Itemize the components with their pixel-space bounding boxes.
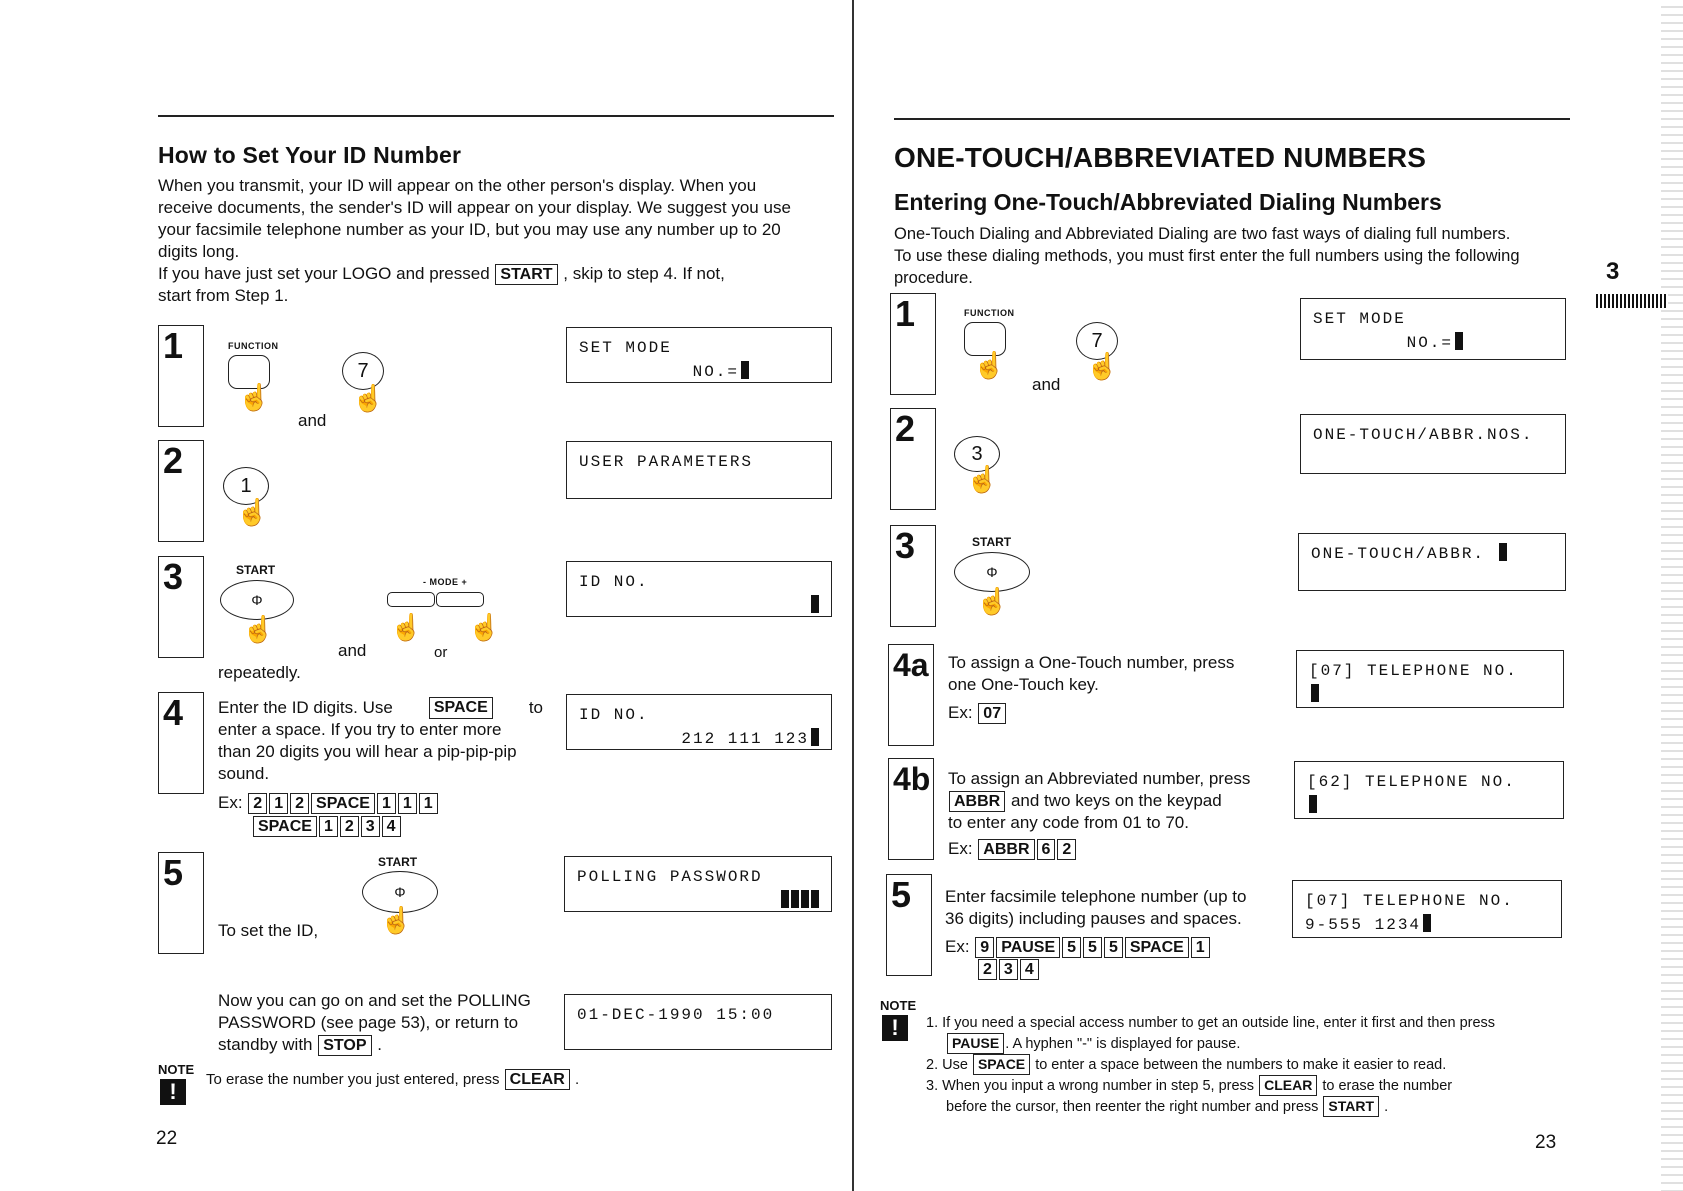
cursor bbox=[791, 890, 799, 908]
finger-press-icon: ☝ bbox=[380, 905, 413, 935]
and-text: and bbox=[1032, 375, 1061, 394]
intro-line: When you transmit, your ID will appear on the other person's display. When you bbox=[158, 176, 757, 195]
lcd-display: SET MODE NO.= bbox=[566, 327, 832, 383]
start-label: START bbox=[972, 535, 1012, 549]
step-1-box: 1 bbox=[890, 293, 936, 395]
key-icon: PAUSE bbox=[996, 937, 1060, 958]
key-icon: SPACE bbox=[253, 816, 317, 837]
finger-press-icon: ☝ bbox=[976, 586, 1009, 616]
finger-press-icon: ☝ bbox=[966, 464, 999, 494]
step-2-box: 2 bbox=[890, 408, 936, 510]
step-3-box: 3 bbox=[158, 556, 204, 658]
cursor bbox=[1311, 684, 1319, 702]
finger-press-icon: ☝ bbox=[1086, 351, 1119, 381]
cursor bbox=[811, 728, 819, 746]
cursor bbox=[741, 361, 749, 379]
step-2-box: 2 bbox=[158, 440, 204, 542]
clear-key: CLEAR bbox=[1259, 1075, 1317, 1096]
page-number-right: 23 bbox=[1535, 1132, 1557, 1153]
space-key: SPACE bbox=[429, 697, 493, 719]
key-icon: 4 bbox=[1020, 959, 1039, 980]
mode-minus-key-icon bbox=[387, 592, 435, 607]
intro-line: your facsimile telephone number as your ID, but you may use any number up to 20 bbox=[158, 220, 781, 239]
repeatedly-text: repeatedly. bbox=[218, 663, 301, 682]
section-subtitle: Entering One-Touch/Abbreviated Dialing Numbers bbox=[894, 189, 1442, 215]
lcd-display: SET MODE NO.= bbox=[1300, 298, 1566, 360]
intro-line: digits long. bbox=[158, 242, 240, 261]
finger-press-icon: ☝ bbox=[390, 612, 423, 642]
key-icon: 5 bbox=[1104, 937, 1123, 958]
key-icon: 3 bbox=[999, 959, 1018, 980]
page-number-left: 22 bbox=[156, 1128, 178, 1149]
page-edge bbox=[1661, 0, 1683, 1191]
cursor bbox=[1455, 332, 1463, 350]
lcd-display: ID NO. bbox=[566, 561, 832, 617]
step-4-example: Ex: 2 1 2 SPACE 1 1 1 bbox=[218, 792, 439, 814]
intro-right bbox=[894, 223, 1574, 289]
step-4a-box: 4a bbox=[888, 644, 934, 746]
note-item: 2. Use SPACE to enter a space between the numbers to make it easier to read. bbox=[926, 1056, 1447, 1073]
one-touch-key: 07 bbox=[978, 703, 1006, 724]
lcd-display: ID NO. 212 111 123 bbox=[566, 694, 832, 750]
step-4-text: Enter the ID digits. Use SPACE to enter a space. If you try to enter more than 20 digits you will hear a pip-pip-pip sound. bbox=[218, 698, 543, 783]
cursor bbox=[811, 595, 819, 613]
cursor bbox=[1499, 543, 1507, 561]
key-icon: SPACE bbox=[1125, 937, 1189, 958]
key-icon: 1 bbox=[1191, 937, 1210, 958]
cursor bbox=[781, 890, 789, 908]
space-key: SPACE bbox=[973, 1054, 1030, 1075]
key-icon: 2 bbox=[248, 793, 267, 814]
cursor bbox=[811, 890, 819, 908]
finger-press-icon: ☝ bbox=[236, 497, 269, 527]
finger-press-icon: ☝ bbox=[468, 612, 501, 642]
pause-key: PAUSE bbox=[947, 1033, 1004, 1054]
key-7-icon: 7 bbox=[1076, 322, 1118, 360]
page-title-right: ONE-TOUCH/ABBREVIATED NUMBERS bbox=[894, 142, 1427, 173]
start-key: START bbox=[495, 264, 557, 285]
key-icon: SPACE bbox=[311, 793, 375, 814]
step-4a-text: To assign a One-Touch number, press one One-Touch key. Ex: 07 bbox=[948, 653, 1235, 722]
intro-line: One-Touch Dialing and Abbreviated Dialing are two fast ways of dialing full numbers. bbox=[894, 225, 1511, 243]
step-5-text: Enter facsimile telephone number (up to 36 digits) including pauses and spaces. Ex: 9 PAUSE 5 5 5 SPACE 1 2 3 4 bbox=[945, 887, 1247, 978]
note-text: To erase the number you just entered, press CLEAR . bbox=[206, 1071, 580, 1088]
finger-press-icon: ☝ bbox=[242, 614, 275, 644]
key-icon: 1 bbox=[269, 793, 288, 814]
key-icon: 2 bbox=[1057, 839, 1076, 860]
stop-key: STOP bbox=[318, 1035, 371, 1056]
step-3-box: 3 bbox=[890, 525, 936, 627]
note-item: 1. If you need a special access number to get an outside line, enter it first and then press bbox=[926, 1015, 1496, 1031]
note-icon: ! bbox=[882, 1015, 908, 1041]
top-rule-left bbox=[158, 115, 834, 117]
key-icon: 4 bbox=[382, 816, 401, 837]
abbr-key: ABBR bbox=[949, 791, 1005, 812]
note-item: 3. When you input a wrong number in step 5, press CLEAR to erase the number bbox=[926, 1077, 1453, 1094]
lcd-display: USER PARAMETERS bbox=[566, 441, 832, 499]
note-icon: ! bbox=[160, 1079, 186, 1105]
cursor bbox=[1423, 914, 1431, 932]
mode-plus-key-icon bbox=[436, 592, 484, 607]
cursor bbox=[1309, 795, 1317, 813]
key-icon: 6 bbox=[1037, 839, 1056, 860]
key-icon: 9 bbox=[975, 937, 994, 958]
step-5-box: 5 bbox=[886, 874, 932, 976]
key-3-icon: 3 bbox=[954, 436, 1000, 472]
finger-press-icon: ☝ bbox=[352, 383, 385, 413]
key-icon: 2 bbox=[340, 816, 359, 837]
section-tab-marker bbox=[1596, 294, 1668, 308]
step-4b-text: To assign an Abbreviated number, press ABBR and two keys on the keypad to enter any code from 01 to 70. Ex: ABBR 6 2 bbox=[948, 769, 1251, 858]
or-text: or bbox=[434, 644, 448, 661]
note-tag: NOTE bbox=[158, 1062, 195, 1077]
key-icon: 5 bbox=[1083, 937, 1102, 958]
notes-list: 1. If you need a special access number to get an outside line, enter it first and then press PAUSE . A hyphen "-" is displayed for pause. 2. Use SPACE to enter a space between the numbers to make it easier to read. 3. When you input a wrong number in step 5, press CLEAR to erase the number before the cursor, then reenter the right number and press START . bbox=[926, 1014, 1586, 1117]
function-label: FUNCTION bbox=[228, 341, 279, 351]
intro-line: procedure. bbox=[894, 269, 973, 287]
intro-line: receive documents, the sender's ID will appear on your display. We suggest you use bbox=[158, 198, 791, 217]
key-icon: 2 bbox=[978, 959, 997, 980]
start-label: START bbox=[378, 855, 418, 869]
page-fold bbox=[852, 0, 854, 1191]
step-4-box: 4 bbox=[158, 692, 204, 794]
step-1-box: 1 bbox=[158, 325, 204, 427]
step-5-box: 5 bbox=[158, 852, 204, 954]
lcd-display: ONE-TOUCH/ABBR. bbox=[1298, 533, 1566, 591]
start-key-icon: Φ bbox=[954, 552, 1030, 592]
finger-press-icon: ☝ bbox=[238, 382, 271, 412]
lcd-display: [62] TELEPHONE NO. bbox=[1294, 761, 1564, 819]
key-icon: 1 bbox=[398, 793, 417, 814]
key-icon: 5 bbox=[1062, 937, 1081, 958]
key-icon: 3 bbox=[361, 816, 380, 837]
key-1-icon: 1 bbox=[223, 467, 269, 505]
note-tag: NOTE bbox=[880, 998, 917, 1013]
intro-left bbox=[158, 175, 838, 307]
section-tab: 3 bbox=[1606, 258, 1620, 285]
lcd-display: POLLING PASSWORD bbox=[564, 856, 832, 912]
cursor bbox=[801, 890, 809, 908]
key-icon: 1 bbox=[419, 793, 438, 814]
step-4-example-row2 bbox=[252, 815, 402, 837]
and-text: and bbox=[298, 411, 327, 430]
start-key: START bbox=[1323, 1096, 1379, 1117]
lcd-display: [07] TELEPHONE NO. bbox=[1296, 650, 1564, 708]
top-rule-right bbox=[894, 118, 1570, 120]
start-label: START bbox=[236, 563, 276, 577]
intro-line: If you have just set your LOGO and pressed START , skip to step 4. If not, bbox=[158, 264, 725, 283]
key-icon: 1 bbox=[319, 816, 338, 837]
function-label: FUNCTION bbox=[964, 308, 1015, 318]
lcd-display: [07] TELEPHONE NO. 9-555 1234 bbox=[1292, 880, 1562, 938]
intro-line: start from Step 1. bbox=[158, 286, 289, 305]
clear-key: CLEAR bbox=[505, 1069, 570, 1090]
key-7-icon: 7 bbox=[342, 352, 384, 390]
lcd-display: ONE-TOUCH/ABBR.NOS. bbox=[1300, 414, 1566, 474]
start-key-icon: Φ bbox=[362, 871, 438, 913]
after-steps-text: Now you can go on and set the POLLING PASSWORD (see page 53), or return to standby with STOP . bbox=[218, 991, 531, 1054]
mode-label: - MODE + bbox=[423, 577, 468, 587]
intro-line: To use these dialing methods, you must first enter the full numbers using the following bbox=[894, 247, 1520, 265]
step-4b-box: 4b bbox=[888, 758, 934, 860]
step-5-text: To set the ID, bbox=[218, 921, 319, 940]
key-icon: ABBR bbox=[978, 839, 1034, 860]
and-text: and bbox=[338, 641, 367, 660]
page-title-left: How to Set Your ID Number bbox=[158, 142, 462, 168]
key-icon: 1 bbox=[377, 793, 396, 814]
key-icon: 2 bbox=[290, 793, 309, 814]
start-key-icon: Φ bbox=[220, 580, 294, 620]
finger-press-icon: ☝ bbox=[973, 350, 1006, 380]
lcd-display: 01-DEC-1990 15:00 bbox=[564, 994, 832, 1050]
